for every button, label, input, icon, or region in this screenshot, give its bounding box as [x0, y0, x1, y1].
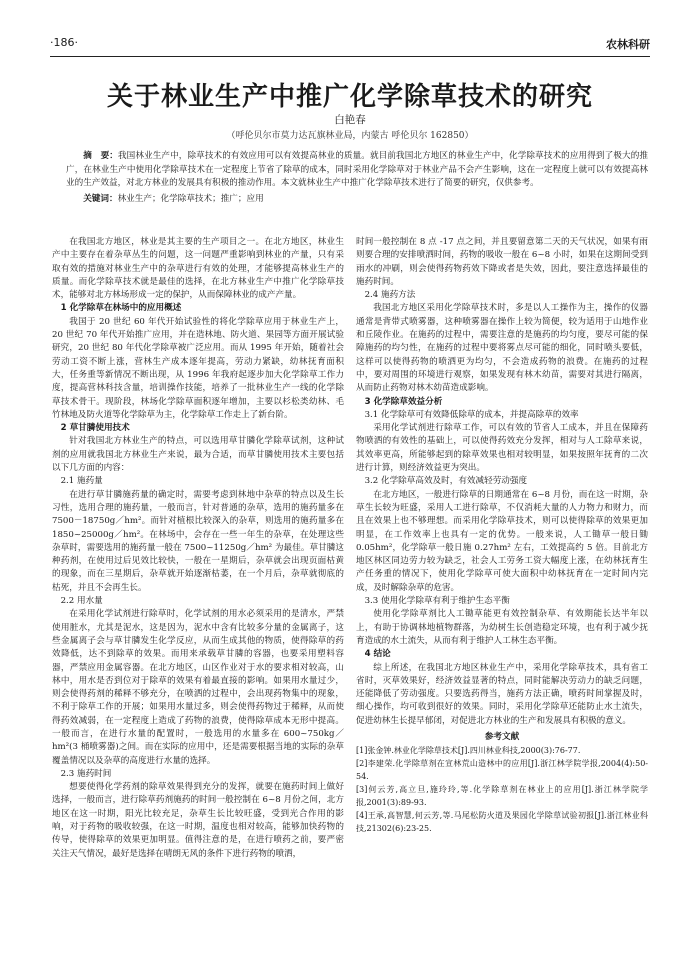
- body-paragraph: 采用化学试剂进行除草工作，可以有效的节省人工成本，并且在保障药物喷洒的有效性的基础上，可以使得药效充分发挥，相对与人工除草来说，其效率更高，所能够起到的除草效果也相对较明显，如果按照年抚育的二次进行计算，则经济效益更为突出。: [356, 423, 648, 474]
- body-paragraph: 综上所述，在我国北方地区林业生产中，采用化学除草技术，具有省工省时，灭草效果好，经济效益显著的特点，同时能解决劳动力的缺乏问题，还能降低了劳动强度。只要选药得当，施药方法正确，喷药时间掌握及时，细心操作，均可收到很好的效果。同时，采用化学除草还能防止水土流失，促进幼林生长提早郁闭，对促进北方林业的生产和发展具有积极的意义。: [356, 662, 648, 726]
- keywords-text: 林业生产；化学除草技术；推广；应用: [117, 193, 264, 204]
- section-heading: 1 化学除草在林场中的应用概述: [60, 303, 182, 314]
- body-left-column: [52, 236, 344, 861]
- page-number: ·186·: [50, 36, 78, 49]
- subsection-heading: 2.2 用水量: [60, 596, 103, 607]
- section-heading: 2 草甘膦使用技术: [60, 423, 130, 434]
- paper-title: 关于林业生产中推广化学除草技术的研究: [106, 82, 593, 112]
- subsection-heading: 3.3 使用化学除草有利于维护生态平衡: [364, 596, 510, 607]
- reference-item: [4]王承,高智慧,何云芳,等.马尾松防火道及果园化学除草试验初报[J].浙江林业科技,21302(6):23-25.: [356, 811, 648, 834]
- subsection-heading: 3.1 化学除草可有效降低除草的成本，并提高除草的效率: [364, 409, 579, 420]
- paper-author: 白艳春: [334, 114, 366, 126]
- body-paragraph: 我国北方地区采用化学除草技术时，多是以人工操作为主，操作的仪器通常是背带式喷雾器，这种喷雾器在操作上较为简便，较为适用于山地作业和丘陵作业。在施药的过程中，需要注意的是施药的均匀度，要尽可能的保障施药的均匀性，在施药的过程中要将雾点尽可能的细化，同时喷头要低，这样可以使得药物的喷洒更为均匀，不会造成药物的浪费。在施药的过程中，要对周围的环境进行观察，如果发现有林木幼苗，需要对其进行隔离，从而防止药物对林木幼苗造成影响。: [356, 303, 648, 394]
- keywords-label: 关键词：: [83, 193, 118, 204]
- abstract-label: 摘 要：: [83, 151, 118, 161]
- body-paragraph: 在采用化学试剂进行除草时，化学试剂的用水必须采用的是清水，严禁使用脏水，尤其是泥水，这是因为，泥水中含有比较多分量的金属离子，这些金属离子会与草甘膦发生化学反应，从而生成其他的物质，使得除草的药效降低，达不到除草的效果。而用来承载草甘膦的容器，也要采用塑料容器，严禁应用金属容器。在北方地区，山区作业对于水的要求相对较高，山林中，用水是否到位对于除草的效果有着最直接的影响。如果用水量过少，则会使得药剂的稀释不够充分，在喷洒的过程中，会出现药物集中的现象，不利于除草工作的开展；如果用水量过多，则会使得药物过于稀释，从而使得药效减弱，在一定程度上造成了药物的浪费，使得除草成本无形中提高。一般而言，在进行水量的配置时，一般选用的水量多在 600~750kg／hm²(3 桶喷雾器)之间。而在实际的应用中，还是需要根据当地的实际的杂草覆盖情况以及杂草的高度进行水量的选择。: [52, 609, 344, 766]
- subsection-heading: 2.4 施药方法: [364, 290, 416, 301]
- journal-name: 农林科研: [606, 38, 650, 51]
- body-right-column: [356, 236, 648, 835]
- references-heading: 参考文献: [484, 731, 520, 742]
- section-heading: 4 结论: [364, 649, 391, 660]
- subsection-heading: 2.3 施药时间: [60, 768, 112, 779]
- reference-item: [2]李建荣.化学除草剂在宣林荒山造林中的应用[J].浙江林学院学报,2004(4):50-54.: [356, 759, 648, 782]
- subsection-heading: 2.1 施药量: [60, 476, 103, 487]
- abstract-block: [66, 150, 648, 206]
- body-paragraph: 在我国北方地区，林业是其主要的生产项目之一。在北方地区，林业生产中主要存在着杂草丛生的问题，这一问题严重影响到林业的产量，只有采取有效的措施对林业生产中的杂草进行有效的处理，才能够提高林业生产的质量。而化学除草技术就是最佳的选择，在北方林业生产中推广化学除草技术，能够对北方林场形成一定的保护，从而保障林业的成产产量。: [52, 237, 344, 301]
- header-divider: [50, 56, 650, 57]
- body-paragraph: 在北方地区，一般进行除草的日期通常在 6~8 月份，而在这一时期，杂草生长较为旺盛，采用人工进行除草，不仅消耗大量的人力物力和财力，而且在效果上也不够理想。而采用化学除草技术，则可以使得除草的效果更加明显，在工作效率上也具有一定的优势。一般来说，人工锄草一般日锄 0.05hm²，化学除草一般日施 0.27hm² 左右，工效提高约 5 倍。目前北方地区林区同边劳力较为缺乏，社会人工劳务工资大幅度上涨，在幼林抚育生产任务重的情况下，使用化学除草可使大面积中幼林抚育在一定时间内完成，及时解除杂草的危害。: [356, 489, 648, 593]
- body-paragraph: 想要使得化学药剂的除草效果得到充分的发挥，就要在施药时间上做好选择，一般而言，进行除草药剂施药的时间一般控制在 6~8 月份之间，北方地区在这一时期，阳光比较充足，杂草生长比较旺盛，受到光合作用的影响，对于药物的吸收较强，在这一时期，温度也相对较高，能够加快药物的传导，使得除草的效果更加明显。值得注意的是，在进行喷药之前，要严密关注天气情况，最好是选择在晴朗无风的条件下进行药物的喷洒，: [52, 782, 344, 859]
- section-heading: 3 化学除草效益分析: [364, 396, 443, 407]
- body-paragraph: 在进行草甘膦施药量的确定时，需要考虑到林地中杂草的特点以及生长习性，选用合理的施药量，一般而言，针对普通的杂草，选用的施药量多在 7500－18750g／hm²。而针对植根比较深入的杂草，则选用的施药量多在 1850~25000g／hm²。在林场中，会存在一些一年生的杂草，在处理这些杂草时，需要选用的施药量一般在 7500~11250g／hm² 为最佳。草甘膦这种药剂，在使用过后见效比较快，一般在一星期后，杂草就会出现页面枯黄的现象，而在三星期后，杂草就开始逐渐枯萎，在一个月后，杂草就彻底的枯死，并且不会再生长。: [52, 489, 344, 593]
- body-paragraph: 时间一般控制在 8 点 -17 点之间，并且要留意第二天的天气状况，如果有雨则要合理的安排喷洒时间，药物的吸收一般在 6~8 小时，如果在这期间受到雨水的冲刷，则会使得药物药效下降或者是失效，因此，要注意选择最佳的施药时间。: [356, 237, 648, 287]
- body-paragraph: 使用化学除草剂比人工锄草能更有效控制杂草、有效期能长达半年以上，有助于协调林地植物群落，为幼树生长创造稳定环境，也有利于减少抚育造成的水土流失，从而有利于维护人工林生态平衡。: [356, 609, 648, 646]
- body-paragraph: 我国于 20 世纪 60 年代开始试验性的将化学除草应用于林业生产上，20 世纪 70 年代开始推广应用，并在造林地、防火道、果园等方面开展试验研究，20 世纪 80 年代化学除草被广泛应用。而从 1995 年开始，随着社会劳动工资不断上涨，营林生产成本逐年提高，劳动力紧缺，幼林抚育面积大，任务重等新情况不断出现，从 1996 年我府起逐步加大化学除草工作力度，提高营林科技含量，培训操作技能，培养了一批林业生产一线的化学除草技术骨干。现阶段，林场化学除草面积逐年增加，主要以杉松类幼林、毛竹林地及防火道等化学除草为主，化学除草工作走上了新台阶。: [52, 316, 344, 420]
- keywords-line: [66, 193, 648, 207]
- author-affiliation: （呼伦贝尔市莫力达瓦旗林业局，内蒙古 呼伦贝尔 162850）: [226, 131, 474, 141]
- abstract-paragraph: [66, 150, 648, 191]
- reference-item: [3]何云芳,高立旦,施玲玲,等.化学除草剂在林业上的应用[J].浙江林学院学报,2001(3):89-93.: [356, 785, 648, 808]
- body-paragraph: 针对我国北方林业生产的特点，可以选用草甘膦化学除草试剂，这种试剂的应用就我国北方林业生产来说，最为合适，而草甘膦使用技术主要包括以下几方面的内容：: [52, 436, 344, 474]
- abstract-text: 我国林业生产中，除草技术的有效应用可以有效提高林业的质量。就目前我国北方地区的林业生产中，化学除草技术的应用得到了极大的推广，在林业生产中使用化学除草技术在一定程度上节省了除草的成本，同时采用化学除草对于林业产品不会产生影响，这在一定程度上就可以有效提高林业的生产效益，对北方林业的发展具有积极的推动作用。本文就林业生产中推广化学除草技术进行了简要的研究，仅供参考。: [66, 151, 648, 189]
- reference-item: [1]张金钟.林业化学除草技术[J].四川林业科技,2000(3):76-77.: [356, 746, 581, 756]
- subsection-heading: 3.2 化学除草高效及时，有效减轻劳动强度: [364, 476, 528, 487]
- page-header: [50, 36, 650, 52]
